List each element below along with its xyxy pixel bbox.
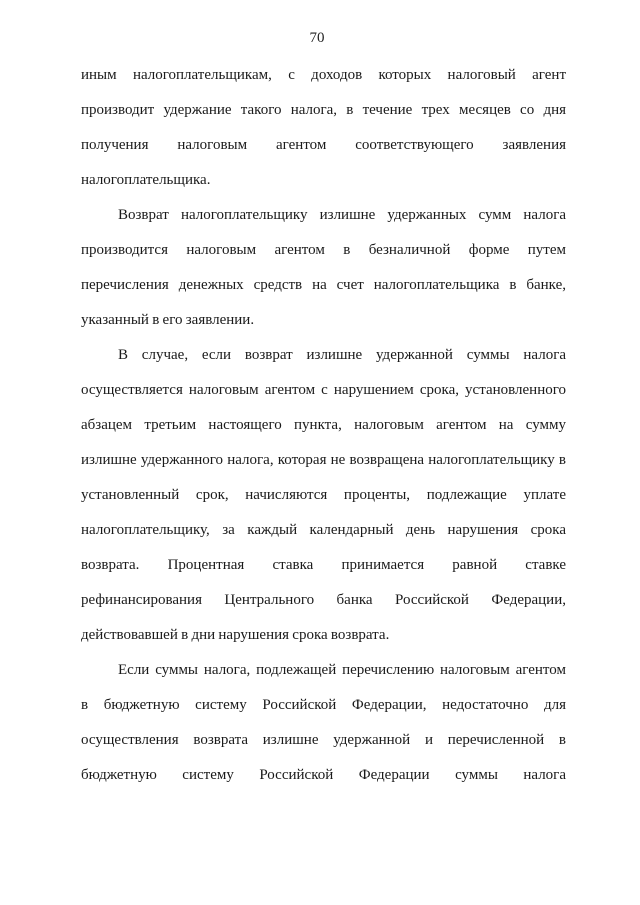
text-line: осуществляется налоговым агентом с нарушением срока, установленного — [81, 382, 566, 398]
page-body — [81, 58, 566, 793]
text-line: указанный в его заявлении. — [81, 312, 255, 328]
page-number: 70 — [309, 30, 325, 46]
text-line: излишне удержанного налога, которая не возвращена налогоплательщику в — [81, 452, 566, 468]
text-line: осуществления возврата излишне удержанной и перечисленной в — [81, 732, 566, 748]
text-line: действовавшей в дни нарушения срока возврата. — [81, 627, 390, 643]
text-line: получения налоговым агентом соответствующего заявления — [81, 137, 566, 153]
text-line: установленный срок, начисляются проценты, подлежащие уплате — [81, 487, 566, 503]
text-line: производится налоговым агентом в безналичной форме путем — [81, 242, 566, 258]
text-line: в бюджетную систему Российской Федерации, недостаточно для — [81, 697, 566, 713]
paragraph — [81, 338, 566, 653]
text-line: налогоплательщику, за каждый календарный день нарушения срока — [81, 522, 566, 538]
text-line: производит удержание такого налога, в течение трех месяцев со дня — [81, 102, 566, 118]
text-line: бюджетную систему Российской Федерации суммы налога — [81, 767, 566, 783]
text-line: возврата. Процентная ставка принимается равной ставке — [81, 557, 566, 573]
text-line: Если суммы налога, подлежащей перечислению налоговым агентом — [118, 662, 566, 678]
text-line: Возврат налогоплательщику излишне удержанных сумм налога — [118, 207, 566, 223]
paragraph — [81, 653, 566, 793]
text-line: рефинансирования Центрального банка Российской Федерации, — [81, 592, 566, 608]
text-line: абзацем третьим настоящего пункта, налоговым агентом на сумму — [81, 417, 566, 433]
text-line: иным налогоплательщикам, с доходов которых налоговый агент — [81, 67, 566, 83]
paragraph — [81, 58, 566, 198]
text-line: перечисления денежных средств на счет налогоплательщика в банке, — [81, 277, 566, 293]
text-line: В случае, если возврат излишне удержанной суммы налога — [118, 347, 566, 363]
paragraph — [81, 198, 566, 338]
text-line: налогоплательщика. — [81, 172, 211, 188]
